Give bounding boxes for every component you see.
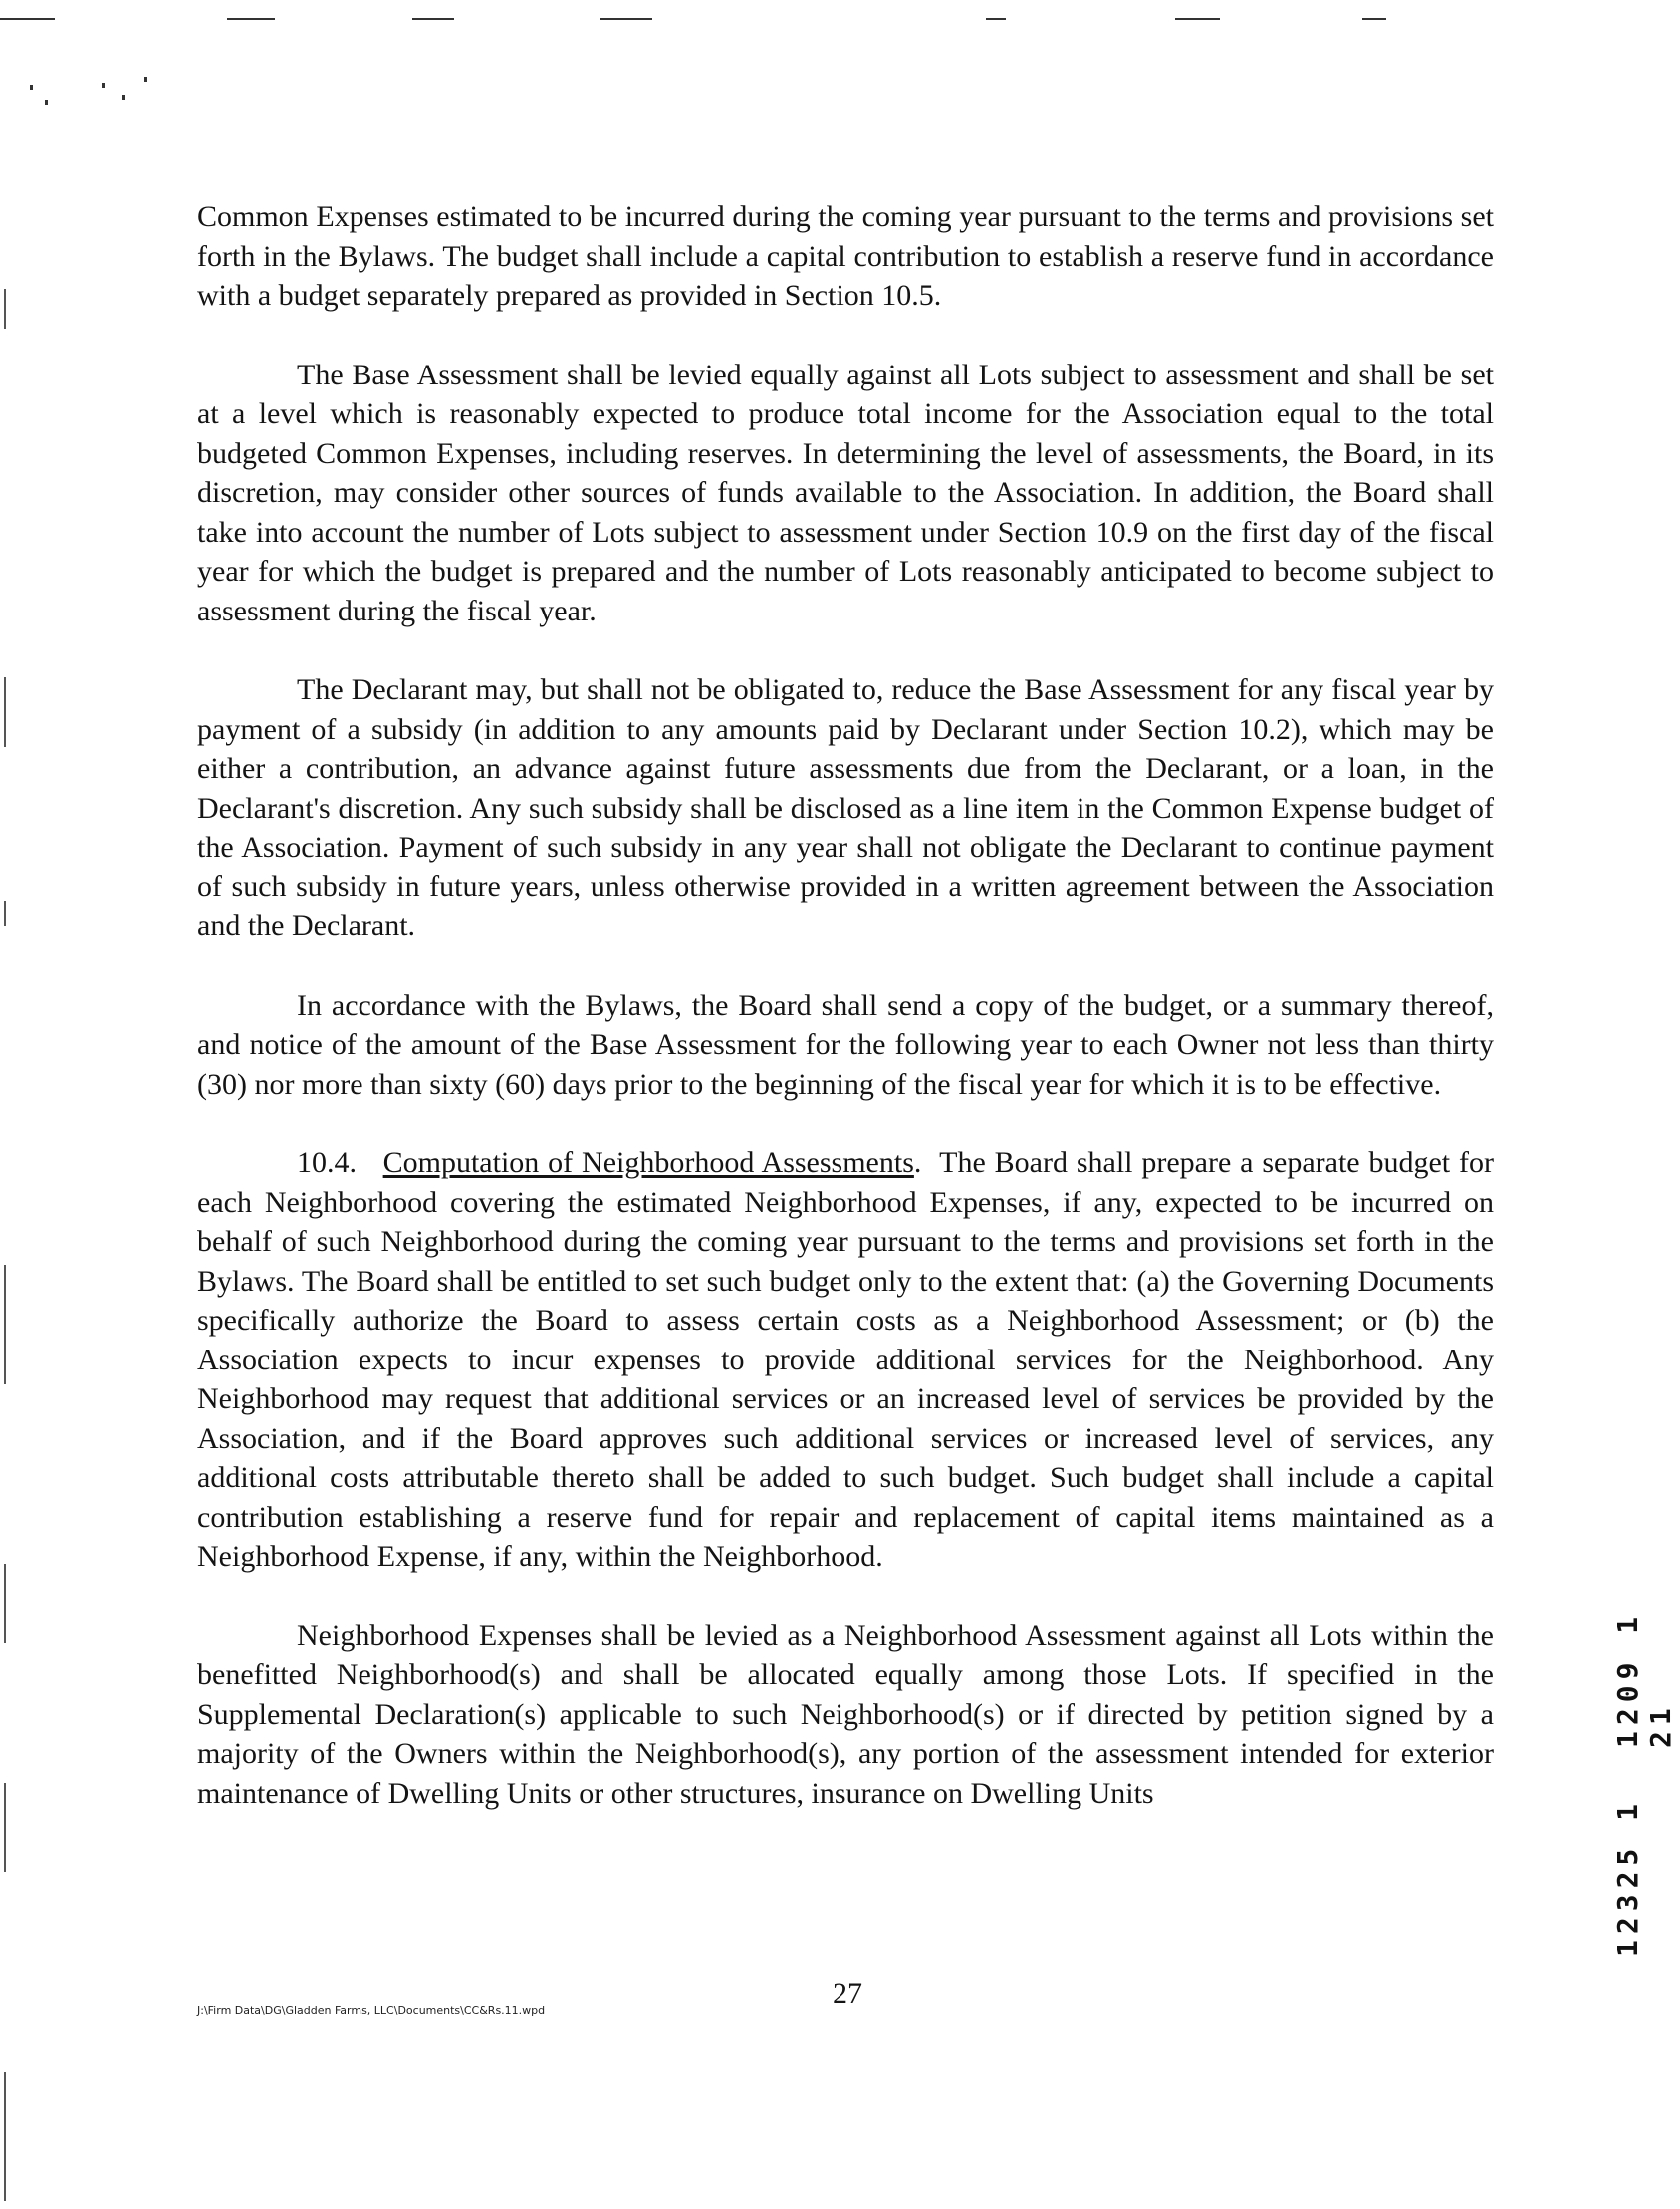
section-10-4 — [197, 1143, 1494, 1577]
document-body — [197, 197, 1494, 1852]
recording-stamp-lower: 12325 1 — [1611, 1797, 1644, 1957]
recording-stamp-upper: 1209 1 21 — [1611, 1610, 1677, 1748]
page-number: 27 — [833, 1977, 862, 2010]
scan-edge-line — [4, 289, 6, 329]
scan-mark — [1362, 18, 1386, 20]
paragraph-base-assessment: The Base Assessment shall be levied equally against all Lots subject to assessment and shall be set at a level which is reasonably expected to produce total income for the Association equal to the total budgeted Common Expenses, including reserves. In determining the level of assessments, the Board, in its discretion, may consider other sources of funds available to the Association. In addition, the Board shall take into account the number of Lots subject to assessment under Section 10.9 on the first day of the fiscal year for which the budget is prepared and the number of Lots reasonably anticipated to become subject to assessment during the fiscal year. — [197, 358, 1494, 627]
section-number: 10.4. — [297, 1146, 357, 1179]
section-title: Computation of Neighborhood Assessments — [382, 1146, 914, 1179]
scan-edge-line — [4, 1783, 6, 1872]
scan-mark — [227, 18, 275, 20]
scan-edge-line — [4, 1265, 6, 1384]
section-text: The Board shall prepare a separate budget for each Neighborhood covering the estimated Neighborhood Expenses, if any, expected to be incurred on behalf of such Neighborhood during the coming year pursuant to the terms and provisions set forth in the Bylaws. The Board shall be entitled to set such budget only to the extent that: (a) the Governing Documents specifically authorize the Board to assess certain costs as a Neighborhood Assessment; or (b) the Association expects to incur expenses to provide additional services for the Neighborhood. Any Neighborhood may request that additional services or an increased level of services be provided by the Association, and if the Board approves such additional services or increased level of services, any additional costs attributable thereto shall be added to such budget. Such budget shall include a capital contribution establishing a reserve fund for repair and replacement of capital items maintained as a Neighborhood Expense, if any, within the Neighborhood. — [197, 1146, 1494, 1573]
scan-speck — [30, 85, 33, 90]
scan-top-marks — [0, 10, 1680, 30]
scan-speck — [122, 95, 125, 100]
scan-edge-line — [4, 677, 6, 747]
scan-mark — [600, 18, 652, 20]
scan-edge-line — [4, 2072, 6, 2201]
paragraph-continuation: Common Expenses estimated to be incurred during the coming year pursuant to the terms and provisions set forth in the Bylaws. The budget shall include a capital contribution to establish a reserve fund in accordance with a budget separately prepared as provided in Section 10.5. — [197, 200, 1494, 312]
scan-edge-line — [4, 1564, 6, 1643]
scan-mark — [412, 18, 454, 20]
scan-edge-line — [4, 901, 6, 926]
scan-speck — [144, 77, 147, 82]
footer-file-path: J:\Firm Data\DG\Gladden Farms, LLC\Documents\CC&Rs.11.wpd — [197, 2004, 546, 2017]
scan-speck — [102, 83, 105, 88]
paragraph-neighborhood-expenses: Neighborhood Expenses shall be levied as a Neighborhood Assessment against all Lots within the benefitted Neighborhood(s) and shall be allocated equally among those Lots. If specified in the Supplemental Declaration(s) applicable to such Neighborhood(s) or if directed by petition signed by a majority of the Owners within the Neighborhood(s), any portion of the assessment intended for exterior maintenance of Dwelling Units or other structures, insurance on Dwelling Units — [197, 1618, 1494, 1810]
scan-specks — [10, 75, 159, 115]
scan-mark — [986, 18, 1006, 20]
scan-mark — [1175, 18, 1220, 20]
scan-mark — [0, 18, 55, 20]
paragraph-declarant-subsidy: The Declarant may, but shall not be obligated to, reduce the Base Assessment for any fiscal year by payment of a subsidy (in addition to any amounts paid by Declarant under Section 10.2), which may be either a contribution, an advance against future assessments due from the Declarant, or a loan, in the Declarant's discretion. Any such subsidy shall be disclosed as a line item in the Common Expense budget of the Association. Payment of such subsidy in any year shall not obligate the Declarant to continue payment of such subsidy in future years, unless otherwise provided in a written agreement between the Association and the Declarant. — [197, 673, 1494, 942]
scan-speck — [45, 100, 48, 105]
paragraph-budget-notice: In accordance with the Bylaws, the Board shall send a copy of the budget, or a summary thereof, and notice of the amount of the Base Assessment for the following year to each Owner not less than thirty (30) nor more than sixty (60) days prior to the beginning of the fiscal year for which it is to be effective. — [197, 988, 1494, 1101]
section-title-suffix: . — [913, 1146, 922, 1179]
